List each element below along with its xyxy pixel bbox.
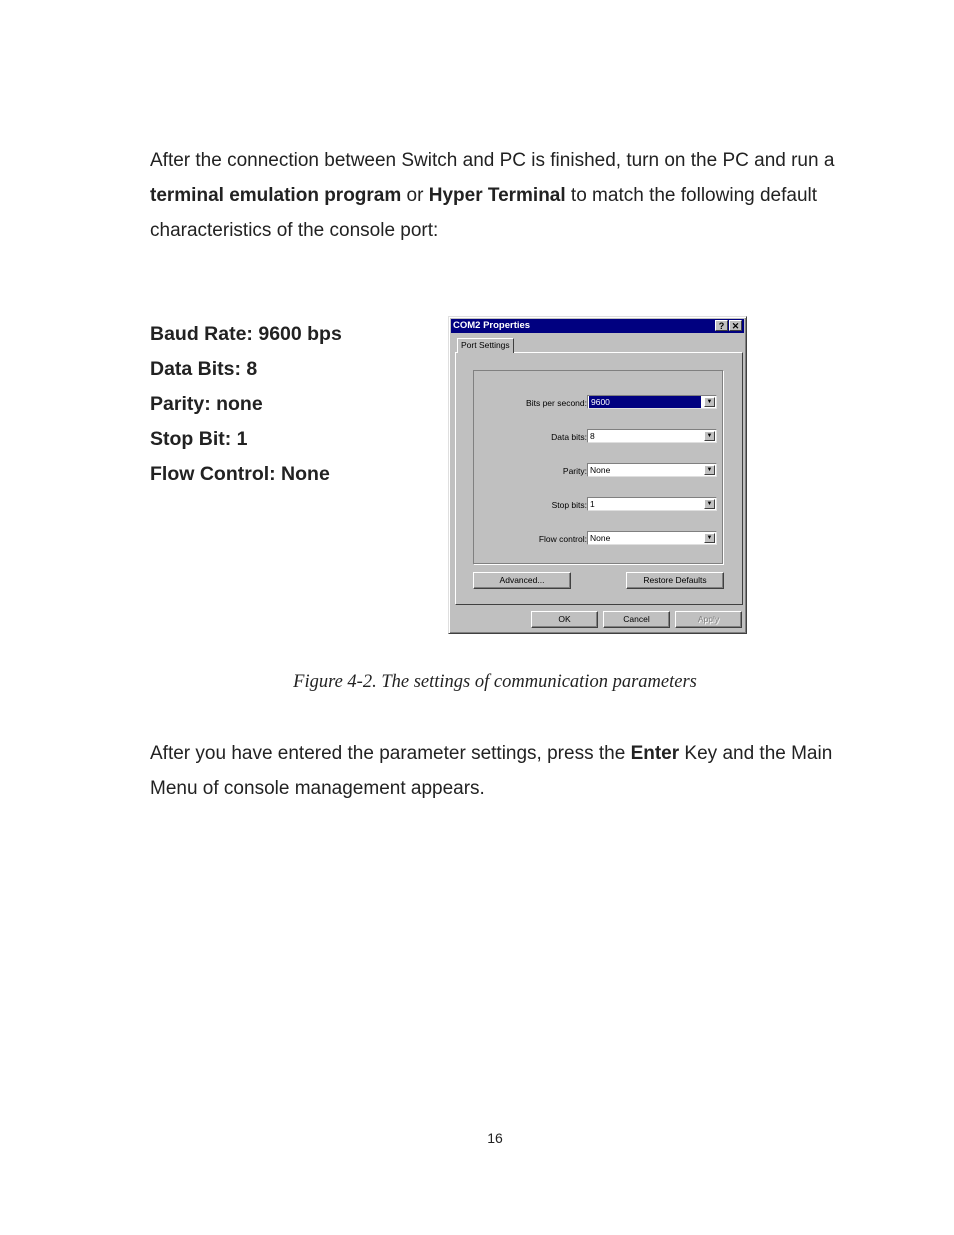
close-button[interactable]: ✕	[729, 320, 742, 331]
data-bits-select[interactable]	[587, 429, 717, 443]
stop-bits-value: 1	[590, 499, 595, 509]
stop-bits-label: Stop bits:	[551, 500, 587, 510]
parity-label: Parity:	[562, 466, 587, 476]
dialog-titlebar[interactable]	[451, 319, 744, 333]
stop-bits-select[interactable]	[587, 497, 717, 511]
page-number: 16	[487, 1130, 503, 1146]
spec-stop-bit: Stop Bit: 1	[150, 428, 248, 450]
apply-button[interactable]: Apply	[675, 611, 742, 628]
com2-properties-dialog	[448, 316, 747, 634]
tab-panel	[455, 352, 743, 605]
dialog-title: COM2 Properties	[453, 320, 531, 331]
bits-per-second-value: 9600	[589, 396, 701, 408]
flow-control-value: None	[590, 533, 611, 543]
cancel-button[interactable]: Cancel	[603, 611, 670, 628]
bits-per-second-select[interactable]	[587, 395, 717, 409]
chevron-down-icon[interactable]: ▼	[704, 499, 715, 509]
chevron-down-icon[interactable]: ▼	[704, 465, 715, 475]
flow-control-label: Flow control:	[538, 534, 587, 544]
intro-text-3: to match the following default characteristics of the console port:	[150, 185, 818, 241]
flow-control-select[interactable]	[587, 531, 717, 545]
intro-text-1: After the connection between Switch and PC is finished, turn on the PC and run a	[150, 150, 835, 171]
data-bits-value: 8	[590, 431, 595, 441]
outro-bold-enter: Enter	[630, 743, 680, 764]
spec-data-bits: Data Bits: 8	[150, 358, 258, 380]
outro-text-2: Key and the Main Menu of console management appears.	[150, 743, 833, 799]
tab-port-settings[interactable]: Port Settings	[457, 338, 514, 353]
chevron-down-icon[interactable]: ▼	[704, 397, 715, 407]
help-button[interactable]: ?	[715, 320, 728, 331]
settings-group-frame	[473, 370, 723, 564]
parity-select[interactable]	[587, 463, 717, 477]
chevron-down-icon[interactable]: ▼	[704, 533, 715, 543]
outro-text-1: After you have entered the parameter settings, press the	[150, 743, 631, 764]
bits-per-second-label: Bits per second:	[526, 398, 587, 408]
outro-paragraph	[150, 736, 850, 806]
spec-baud-rate: Baud Rate: 9600 bps	[150, 323, 342, 345]
spec-flow-control: Flow Control: None	[150, 463, 330, 485]
intro-paragraph	[150, 143, 850, 248]
figure-caption: Figure 4-2. The settings of communication parameters	[293, 672, 697, 692]
chevron-down-icon[interactable]: ▼	[704, 431, 715, 441]
parity-value: None	[590, 465, 611, 475]
data-bits-label: Data bits:	[551, 432, 587, 442]
intro-bold-terminal-emulation: terminal emulation program	[150, 185, 402, 206]
intro-bold-hyper-terminal: Hyper Terminal	[428, 185, 566, 206]
port-specs-list	[150, 317, 342, 492]
spec-parity: Parity: none	[150, 393, 263, 415]
ok-button[interactable]: OK	[531, 611, 598, 628]
advanced-button[interactable]: Advanced...	[473, 572, 571, 589]
restore-defaults-button[interactable]: Restore Defaults	[626, 572, 724, 589]
intro-text-2: or	[401, 185, 429, 206]
